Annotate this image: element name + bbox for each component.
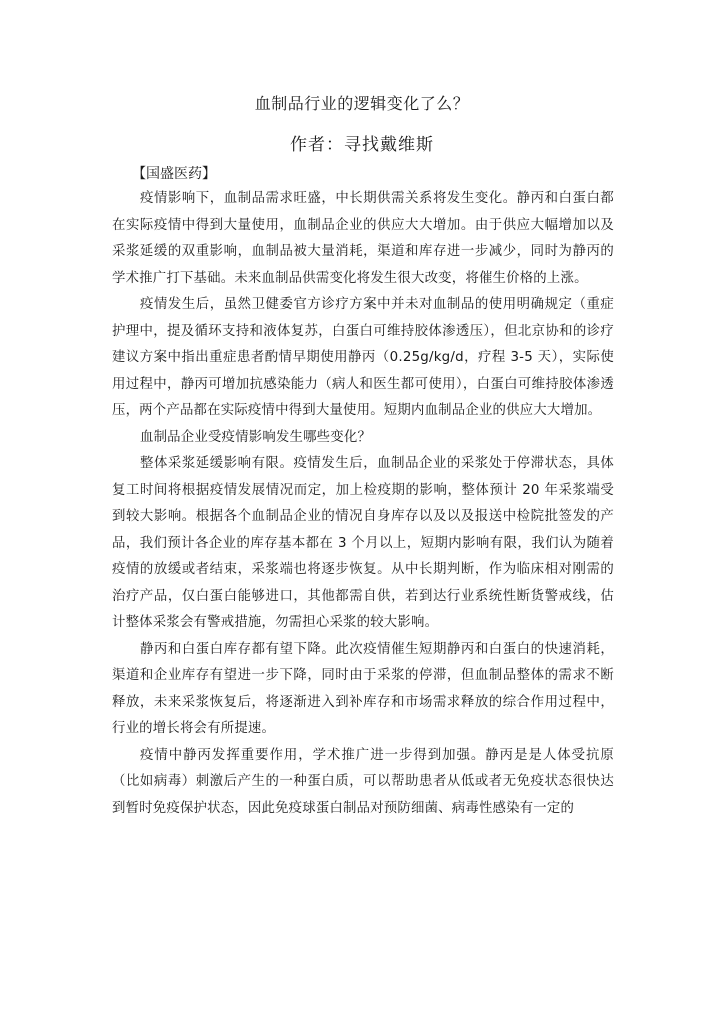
paragraph-5: 疫情中静丙发挥重要作用，学术推广进一步得到加强。静丙是是人体受抗原（比如病毒）刺激后产生的一种蛋白质，可以帮助患者从低或者无免疫状态很快达到暂时免疫保护状态，因此免疫球蛋白制品对预防细菌、病毒性感染有一定的 <box>112 747 614 816</box>
document-title: 血制品行业的逻辑变化了么？ <box>254 94 470 113</box>
source-label: 【国盛医药】 <box>132 166 216 182</box>
paragraph-3: 整体采浆延缓影响有限。疫情发生后，血制品企业的采浆处于停滞状态，具体复工时间将根据疫情发展情况而定，加上检疫期的影响，整体预计 20 年采浆端受到较大影响。根据各个血制品企业的情况自身库存以及以及报送中检院批签发的产品，我们预计各企业的库存基本都在 3 个月以上，短期内影响有限，我们认为随着疫情的放缓或者结束，采浆端也将逐步恢复。从中长期判断，作为临床相对刚需的治疗产品，仅白蛋白能够进口，其他都需自供，若到达行业系统性断货警戒线，估计整体采浆会有警戒措施，勿需担心采浆的较大影响。 <box>112 456 614 630</box>
section-question: 血制品企业受疫情影响发生哪些变化？ <box>140 429 372 445</box>
document-body <box>112 162 614 822</box>
paragraph-1: 疫情影响下，血制品需求旺盛，中长期供需关系将发生变化。静丙和白蛋白都在实际疫情中得到大量使用，血制品企业的供应大大增加。由于供应大幅增加以及采浆延缓的双重影响，血制品被大量消耗，渠道和库存进一步减少，同时为静丙的学术推广打下基础。未来血制品供需变化将发生很大改变，将催生价格的上涨。 <box>112 191 614 286</box>
document-author: 作者：寻找戴维斯 <box>290 135 434 155</box>
paragraph-4: 静丙和白蛋白库存都有望下降。此次疫情催生短期静丙和白蛋白的快速消耗，渠道和企业库存有望进一步下降，同时由于采浆的停滞，但血制品整体的需求不断释放，未来采浆恢复后，将逐渐进入到补库存和市场需求释放的综合作用过程中，行业的增长将会有所提速。 <box>112 641 614 736</box>
paragraph-2: 疫情发生后，虽然卫健委官方诊疗方案中并未对血制品的使用明确规定（重症护理中，提及循环支持和液体复苏，白蛋白可维持胶体渗透压），但北京协和的诊疗建议方案中指出重症患者酌情早期使用静丙（0.25g/kg/d，疗程 3-5 天），实际使用过程中，静丙可增加抗感染能力（病人和医生都可使用），白蛋白可维持胶体渗透压，两个产品都在实际疫情中得到大量使用。短期内血制品企业的供应大大增加。 <box>112 297 614 418</box>
